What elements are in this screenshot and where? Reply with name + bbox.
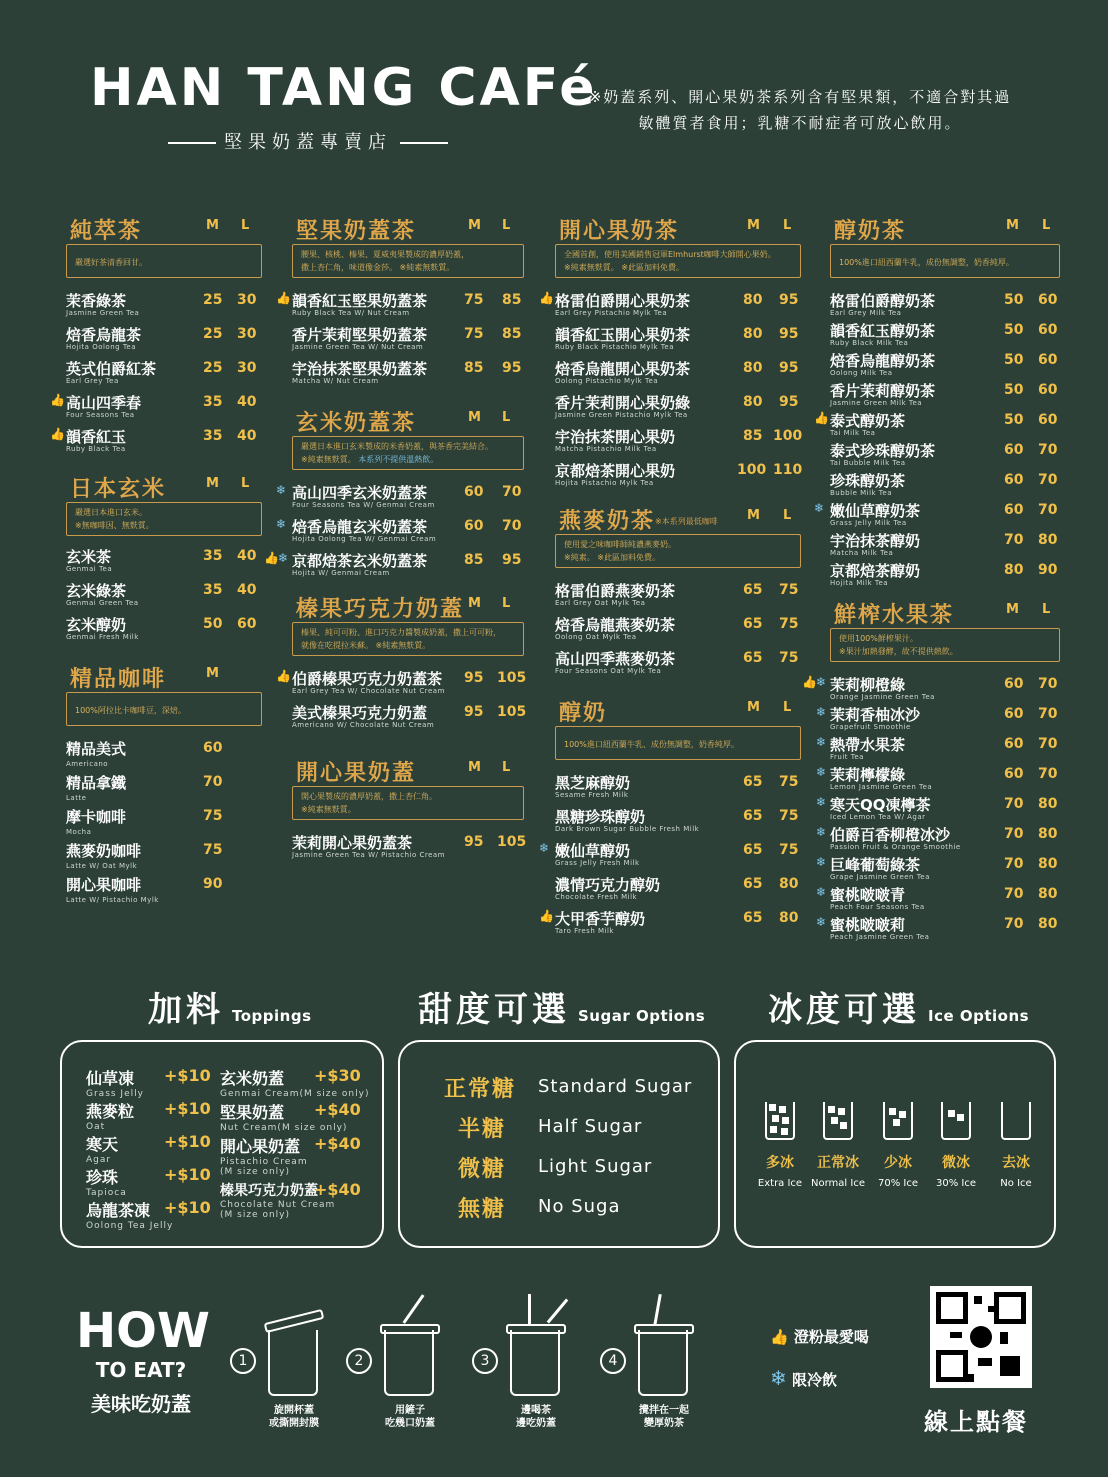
menu-item[interactable]: 黑芝麻醇奶 Sesame Fresh Milk 65 75: [555, 774, 799, 799]
section-desc: 嚴選日本進口玄米。 ※無咖啡因、無麩質。: [66, 502, 262, 536]
menu-item[interactable]: 👍 高山四季春 Four Seasons Tea 35 40: [50, 393, 257, 419]
section-coffee: 精品咖啡 M 100%阿拉比卡咖啡豆，深焙。 精品美式 Americano 60 精品拿鐵 Latte 70 摩卡咖啡 Mocha 75 燕麥奶咖啡 Latte W/ Oat Mylk 75 開心果咖啡 Latte W/ Pistachio Mylk 90: [66, 662, 262, 908]
menu-item[interactable]: 焙香烏龍開心果奶茶 Oolong Pistachio Mylk Tea 80 95: [555, 360, 799, 385]
section-desc: 使用愛之味咖啡師純濃燕麥奶。 ※純素。 ※此區加料免費。: [555, 534, 801, 568]
ice-option[interactable]: 少冰 70% Ice: [870, 1102, 926, 1189]
menu-item[interactable]: 👍 韻香紅玉堅果奶蓋茶 Ruby Black Tea W/ Nut Cream 75 85: [276, 291, 522, 317]
cup-icon: [765, 1102, 795, 1140]
sugar-option[interactable]: 無糖 No Suga: [458, 1196, 621, 1222]
menu-item[interactable]: 濃情巧克力醇奶 Chocolate Fresh Milk 65 80: [555, 876, 799, 901]
sugar-title: 甜度可選 Sugar Options: [418, 990, 706, 1030]
section-title: 榛果巧克力奶蓋: [296, 597, 465, 622]
thumbs-up-icon: 👍: [276, 291, 291, 305]
section-genmai: 日本玄米 M L 嚴選日本進口玄米。 ※無咖啡因、無麩質。 玄米茶 Genmai Tea 35 40 玄米綠茶 Genmai Green Tea 35 40 玄米醇奶 Genmai Fresh Milk 50 60: [66, 472, 262, 648]
section-genmai-cap: 玄米奶蓋茶 M L 嚴選日本進口玄米製成的米香奶蓋，與茶香完美結合。 ※純素無麩質。 本系列不提供溫熱飲。 ❄ 高山四季玄米奶蓋茶 Four Seasons Tea W/ Genmai Cream 60 70 ❄ 焙香烏龍玄米奶蓋茶 Hojita Oolong Tea W/ Genmai Cream 60 70 👍 ❄ 京都焙茶玄米奶蓋茶 Hojita W/ Genmai Cream 85 95: [292, 406, 524, 584]
cup-icon: [638, 1330, 688, 1396]
section-desc: 100%阿拉比卡咖啡豆，深焙。: [66, 692, 262, 726]
how-to-eat-title: HOW TO EAT? 美味吃奶蓋: [76, 1303, 210, 1416]
menu-item[interactable]: 👍 格雷伯爵開心果奶茶 Earl Grey Pistachio Mylk Tea 80 95: [539, 291, 799, 317]
straw-icon: [528, 1294, 531, 1326]
menu-item[interactable]: 玄米綠茶 Genmai Green Tea 35 40: [66, 582, 257, 607]
topping-item[interactable]: 仙草凍 Grass Jelly +$10: [86, 1066, 211, 1099]
section-title: 鮮榨水果茶: [834, 603, 955, 628]
menu-item[interactable]: ❄ 高山四季玄米奶蓋茶 Four Seasons Tea W/ Genmai Cream 60 70: [276, 483, 522, 509]
menu-item[interactable]: 茉莉開心果奶蓋茶 Jasmine Green Tea W/ Pistachio Cream 95 105: [292, 834, 527, 859]
thumbs-up-icon: 👍: [802, 675, 817, 689]
thumbs-up-icon: 👍: [539, 291, 554, 305]
section-milk-tea: 醇奶茶 M L 100%進口紐西蘭牛乳，成份無調整，奶香純厚。 格雷伯爵醇奶茶 Earl Grey Milk Tea 50 60 韻香紅玉醇奶茶 Ruby Black Milk Tea 50 60 焙香烏龍醇奶茶 Oolong Milk Tea 50 60 香片茉莉醇奶茶 Jasmine Green Milk Tea 50 60 👍 泰式醇奶茶 Tai Milk Tea 50 60 泰式珍珠醇奶茶 Tai Bubble Milk Tea 60 70 珍珠醇奶茶 Bubble Milk Tea 60 70 ❄ 嫩仙草醇奶茶 Grass Jelly Milk Tea 60 70 宇治抹茶醇奶 Matcha Milk Tea 70 80 京都焙茶醇奶 Hojita Milk Tea 80 90: [830, 214, 1060, 590]
menu-item[interactable]: 京都焙茶開心果奶 Hojita Pistachio Mylk Tea 100 110: [555, 462, 803, 487]
toppings-box: [60, 1040, 384, 1248]
menu-item[interactable]: 燕麥奶咖啡 Latte W/ Oat Mylk 75: [66, 842, 223, 870]
menu-item[interactable]: 焙香烏龍茶 Hojita Oolong Tea 25 30: [66, 326, 257, 351]
menu-item[interactable]: 香片茉莉醇奶茶 Jasmine Green Milk Tea 50 60: [830, 382, 1058, 407]
section-title: 精品咖啡: [70, 667, 167, 692]
snowflake-icon: ❄: [816, 825, 827, 839]
menu-item[interactable]: 👍 ❄ 京都焙茶玄米奶蓋茶 Hojita W/ Genmai Cream 85 95: [264, 551, 522, 577]
menu-item[interactable]: 精品美式 Americano 60: [66, 740, 223, 768]
menu-item[interactable]: ❄ 寒天QQ凍檸茶 Iced Lemon Tea W/ Agar 70 80: [816, 795, 1058, 821]
snowflake-icon: ❄: [816, 765, 827, 779]
section-desc: 嚴選日本進口玄米製成的米香奶蓋，與茶香完美結合。 ※純素無麩質。 本系列不提供溫熱飲。: [292, 436, 524, 470]
section-title: 玄米奶蓋茶: [296, 411, 417, 436]
menu-item[interactable]: 👍 泰式醇奶茶 Tai Milk Tea 50 60: [814, 411, 1058, 437]
section-title: 開心果奶茶: [559, 219, 680, 244]
thumbs-up-icon: 👍: [539, 909, 554, 923]
menu-item[interactable]: 👍 伯爵榛果巧克力奶蓋茶 Earl Grey Tea W/ Chocolate Nut Cream 95 105: [276, 669, 527, 695]
snowflake-icon: ❄: [278, 551, 289, 565]
section-title: 日本玄米: [70, 477, 167, 502]
sugar-option[interactable]: 微糖 Light Sugar: [458, 1156, 653, 1182]
menu-item[interactable]: 精品拿鐵 Latte 70: [66, 774, 223, 802]
snowflake-icon: ❄: [539, 841, 550, 855]
section-desc: 100%進口紐西蘭牛乳，成份無調整，奶香純厚。: [830, 244, 1060, 278]
ice-option[interactable]: 正常冰 Normal Ice: [810, 1102, 866, 1189]
menu-item[interactable]: 黑糖珍珠醇奶 Dark Brown Sugar Bubble Fresh Milk 65 75: [555, 808, 799, 833]
topping-item[interactable]: 寒天 Agar +$10: [86, 1132, 211, 1165]
menu-item[interactable]: 京都焙茶醇奶 Hojita Milk Tea 80 90: [830, 562, 1058, 587]
legend-cold-only: ❄ 限冷飲: [770, 1366, 838, 1390]
section-pistachio-milk: 開心果奶茶 M L 全國首創，使用美國銷售冠軍Elmhurst咖啡大師開心果奶。 ※純素無麩質。 ※此區加料免費。 👍 格雷伯爵開心果奶茶 Earl Grey Pistachio Mylk Tea 80 95 韻香紅玉開心果奶茶 Ruby Black Pistachio Mylk Tea 80 95 焙香烏龍開心果奶茶 Oolong Pistachio Mylk Tea 80 95 香片茉莉開心果奶綠 Jasmine Green Pistachio Mylk Tea 80 95 宇治抹茶開心果奶 Matcha Pistachio Milk Tea 85 100 京都焙茶開心果奶 Hojita Pistachio Mylk Tea 100 110: [555, 214, 801, 494]
menu-item[interactable]: 開心果咖啡 Latte W/ Pistachio Mylk 90: [66, 876, 223, 904]
cup-icon: [384, 1330, 434, 1396]
snowflake-icon: ❄: [816, 855, 827, 869]
menu-item[interactable]: 美式榛果巧克力奶蓋 Americano W/ Chocolate Nut Cream 95 105: [292, 704, 527, 729]
menu-item[interactable]: 珍珠醇奶茶 Bubble Milk Tea 60 70: [830, 472, 1058, 497]
cup-icon: [510, 1330, 560, 1396]
section-desc: 榛果、純可可粉、進口巧克力醬製成奶蓋，撒上可可粉， 就像在吃提拉米蘇。 ※純素無麩質。: [292, 622, 524, 656]
menu-item[interactable]: 高山四季燕麥奶茶 Four Seasons Oat Mylk Tea 65 75: [555, 650, 799, 675]
menu-item[interactable]: 格雷伯爵燕麥奶茶 Earl Grey Oat Mylk Tea 65 75: [555, 582, 799, 607]
section-title: 純萃茶: [70, 219, 143, 244]
section-desc: 100%進口紐西蘭牛乳、成份無調整，奶香純厚。: [555, 726, 801, 760]
menu-item[interactable]: ❄ 嫩仙草醇奶茶 Grass Jelly Milk Tea 60 70: [814, 501, 1058, 527]
topping-item[interactable]: 堅果奶蓋 Nut Cream(M size only) +$40: [220, 1100, 361, 1133]
snowflake-icon: ❄: [816, 795, 827, 809]
menu-item[interactable]: 香片茉莉開心果奶綠 Jasmine Green Pistachio Mylk Tea 80 95: [555, 394, 799, 419]
thumbs-up-icon: 👍: [50, 427, 65, 441]
cup-icon: [268, 1330, 318, 1396]
thumbs-up-icon: 👍: [276, 669, 291, 683]
online-order-label: 線上點餐: [924, 1408, 1028, 1436]
sugar-box: [398, 1040, 720, 1248]
section-desc: 嚴選好茶清香回甘。: [66, 244, 262, 278]
section-title: 醇奶茶: [834, 219, 907, 244]
section-desc: 開心果製成的濃厚奶蓋，撒上杏仁角。 ※純素無麩質。: [292, 786, 524, 820]
section-oat-milk: 燕麥奶茶 ※本系列最低咖啡 M L 使用愛之味咖啡師純濃燕麥奶。 ※純素。 ※此區加料免費。 格雷伯爵燕麥奶茶 Earl Grey Oat Mylk Tea 65 75 焙香烏龍燕麥奶茶 Oolong Oat Mylk Tea 65 75 高山四季燕麥奶茶 Four Seasons Oat Mylk Tea 65 75: [555, 504, 801, 682]
menu-item[interactable]: ❄ 茉莉香柚冰沙 Grapefruit Smoothie 60 70: [816, 705, 1058, 731]
menu-item[interactable]: 👍 ❄ 茉莉柳橙綠 Orange Jasmine Green Tea 60 70: [802, 675, 1058, 701]
brand-title: HAN TANG CAFé: [90, 58, 598, 118]
section-desc: 使用100%鮮榨果汁。 ※果汁加熱發酵，故不提供熱飲。: [830, 628, 1060, 662]
thumbs-up-icon: 👍: [814, 411, 829, 425]
menu-item[interactable]: ❄ 焙香烏龍玄米奶蓋茶 Hojita Oolong Tea W/ Genmai Cream 60 70: [276, 517, 522, 543]
menu-item[interactable]: 焙香烏龍燕麥奶茶 Oolong Oat Mylk Tea 65 75: [555, 616, 799, 641]
topping-item[interactable]: 玄米奶蓋 Genmai Cream(M size only) +$30: [220, 1066, 370, 1099]
menu-item[interactable]: 👍 韻香紅玉 Ruby Black Tea 35 40: [50, 427, 257, 453]
thumbs-up-icon: 👍: [50, 393, 65, 407]
menu-item[interactable]: 宇治抹茶開心果奶 Matcha Pistachio Milk Tea 85 100: [555, 428, 803, 453]
snowflake-icon: ❄: [814, 501, 825, 515]
snowflake-icon: ❄: [816, 675, 827, 689]
cup-icon: [883, 1102, 913, 1140]
ice-option[interactable]: 去冰 No Ice: [988, 1102, 1044, 1189]
menu-item[interactable]: ❄ 蜜桃啵啵莉 Peach Jasmine Green Tea 70 80: [816, 915, 1058, 941]
spoon-icon: [547, 1299, 569, 1324]
menu-item[interactable]: ❄ 熱帶水果茶 Fruit Tea 60 70: [816, 735, 1058, 761]
menu-item[interactable]: ❄ 蜜桃啵啵青 Peach Four Seasons Tea 70 80: [816, 885, 1058, 911]
section-title: 開心果奶蓋: [296, 761, 417, 786]
ice-box: [734, 1040, 1056, 1248]
thumbs-up-icon: 👍: [264, 551, 279, 565]
menu-item[interactable]: 格雷伯爵醇奶茶 Earl Grey Milk Tea 50 60: [830, 292, 1058, 317]
menu-item[interactable]: 焙香烏龍醇奶茶 Oolong Milk Tea 50 60: [830, 352, 1058, 377]
cup-icon: [823, 1102, 853, 1140]
sugar-option[interactable]: 正常糖 Standard Sugar: [444, 1076, 693, 1102]
section-nut-cap: 堅果奶蓋茶 M L 腰果、核桃、榛果、夏威夷果製成的濃厚奶蓋， 撒上杏仁角，味道像金莎。 ※純素無麩質。 👍 韻香紅玉堅果奶蓋茶 Ruby Black Tea W/ Nut Cream 75 85 香片茉莉堅果奶蓋茶 Jasmine Green Tea W/ Nut Cream 75 85 宇治抹茶堅果奶蓋茶 Matcha W/ Nut Cream 85 95: [292, 214, 524, 392]
menu-item[interactable]: 玄米茶 Genmai Tea 35 40: [66, 548, 257, 573]
topping-item[interactable]: 燕麥粒 Oat +$10: [86, 1099, 211, 1132]
spoon-icon: [403, 1294, 425, 1324]
ice-title: 冰度可選 Ice Options: [768, 990, 1030, 1030]
menu-item[interactable]: 宇治抹茶堅果奶蓋茶 Matcha W/ Nut Cream 85 95: [292, 360, 522, 385]
legend-favorite: 👍 澄粉最愛喝: [770, 1328, 869, 1346]
topping-item[interactable]: 烏龍茶凍 Oolong Tea Jelly +$10: [86, 1198, 211, 1231]
menu-item[interactable]: 玄米醇奶 Genmai Fresh Milk 50 60: [66, 616, 257, 641]
section-title: 堅果奶蓋茶: [296, 219, 417, 244]
snowflake-icon: ❄: [816, 885, 827, 899]
menu-item[interactable]: ❄ 嫩仙草醇奶 Grass Jelly Fresh Milk 65 75: [539, 841, 799, 867]
snowflake-icon: ❄: [276, 483, 287, 497]
topping-item[interactable]: 珍珠 Tapioca +$10: [86, 1165, 211, 1198]
section-title: 燕麥奶茶: [559, 509, 656, 534]
menu-item[interactable]: ❄ 巨峰葡萄綠茶 Grape Jasmine Green Tea 70 80: [816, 855, 1058, 881]
snowflake-icon: ❄: [276, 517, 287, 531]
section-fresh-milk: 醇奶 M L 100%進口紐西蘭牛乳、成份無調整，奶香純厚。 黑芝麻醇奶 Sesame Fresh Milk 65 75 黑糖珍珠醇奶 Dark Brown Sugar Bubble Fresh Milk 65 75 ❄ 嫩仙草醇奶 Grass Jelly Fresh Milk 65 75 濃情巧克力醇奶 Chocolate Fresh Milk 65 80 👍 大甲香芋醇奶 Taro Fresh Milk 65 80: [555, 696, 801, 942]
snowflake-icon: ❄: [816, 735, 827, 749]
qr-code[interactable]: [930, 1286, 1032, 1388]
menu-item[interactable]: 香片茉莉堅果奶蓋茶 Jasmine Green Tea W/ Nut Cream 75 85: [292, 326, 522, 351]
section-pure-tea: 純萃茶 M L 嚴選好茶清香回甘。 茉香綠茶 Jasmine Green Tea 25 30 焙香烏龍茶 Hojita Oolong Tea 25 30 英式伯爵紅茶 Earl Grey Tea 25 30 👍 高山四季春 Four Seasons Tea 35 40 👍 韻香紅玉 Ruby Black Tea 35 40: [66, 214, 262, 460]
cup-icon: [941, 1102, 971, 1140]
straw-icon: [653, 1294, 662, 1326]
topping-item[interactable]: 榛果巧克力奶蓋 Chocolate Nut Cream (M size only) +$40: [220, 1180, 361, 1220]
section-fruit-tea: 鮮榨水果茶 M L 使用100%鮮榨果汁。 ※果汁加熱發酵，故不提供熱飲。 👍 ❄ 茉莉柳橙綠 Orange Jasmine Green Tea 60 70 ❄ 茉莉香柚冰沙 Grapefruit Smoothie 60 70 ❄ 熱帶水果茶 Fruit Tea 60 70 ❄ 茉莉檸檬綠 Lemon Jasmine Green Tea 60 70 ❄ 寒天QQ凍檸茶 Iced Lemon Tea W/ Agar 70 80 ❄ 伯爵百香柳橙冰沙 Passion Fruit & Orange Smoothie 70 80 ❄ 巨峰葡萄綠茶 Grape Jasmine Green Tea 70 80 ❄ 蜜桃啵啵青 Peach Four Seasons Tea 70 80 ❄ 蜜桃啵啵莉 Peach Jasmine Green Tea 70 80: [830, 598, 1060, 944]
section-title: 醇奶: [559, 701, 608, 726]
brand-tagline: 堅果奶蓋專賣店: [160, 128, 456, 154]
thumbs-up-icon: 👍: [770, 1328, 789, 1346]
allergy-notice: ※奶蓋系列、開心果奶茶系列含有堅果類，不適合對其過 敏體質者食用；乳糖不耐症者可放心飲用。: [588, 88, 1012, 132]
menu-item[interactable]: 泰式珍珠醇奶茶 Tai Bubble Milk Tea 60 70: [830, 442, 1058, 467]
menu-item[interactable]: 茉香綠茶 Jasmine Green Tea 25 30: [66, 292, 257, 317]
menu-item[interactable]: ❄ 茉莉檸檬綠 Lemon Jasmine Green Tea 60 70: [816, 765, 1058, 791]
snowflake-icon: ❄: [816, 915, 827, 929]
topping-item[interactable]: 開心果奶蓋 Pistachio Cream (M size only) +$40: [220, 1134, 361, 1177]
menu-item[interactable]: 宇治抹茶醇奶 Matcha Milk Tea 70 80: [830, 532, 1058, 557]
snowflake-icon: ❄: [770, 1366, 787, 1390]
menu-item[interactable]: ❄ 伯爵百香柳橙冰沙 Passion Fruit & Orange Smoothie 70 80: [816, 825, 1058, 851]
menu-item[interactable]: 韻香紅玉開心果奶茶 Ruby Black Pistachio Mylk Tea 80 95: [555, 326, 799, 351]
section-pist-cap: 開心果奶蓋 M L 開心果製成的濃厚奶蓋，撒上杏仁角。 ※純素無麩質。 茉莉開心果奶蓋茶 Jasmine Green Tea W/ Pistachio Cream 95 105: [292, 756, 524, 866]
sugar-option[interactable]: 半糖 Half Sugar: [458, 1116, 643, 1142]
menu-item[interactable]: 👍 大甲香芋醇奶 Taro Fresh Milk 65 80: [539, 909, 799, 935]
ice-option[interactable]: 多冰 Extra Ice: [752, 1102, 808, 1189]
ice-option[interactable]: 微冰 30% Ice: [928, 1102, 984, 1189]
section-hazel-cap: 榛果巧克力奶蓋 M L 榛果、純可可粉、進口巧克力醬製成奶蓋，撒上可可粉， 就像在吃提拉米蘇。 ※純素無麩質。 👍 伯爵榛果巧克力奶蓋茶 Earl Grey Tea W/ Chocolate Nut Cream 95 105 美式榛果巧克力奶蓋 Americano W/ Chocolate Nut Cream 95 105: [292, 592, 524, 736]
menu-item[interactable]: 韻香紅玉醇奶茶 Ruby Black Milk Tea 50 60: [830, 322, 1058, 347]
cup-icon: [1001, 1102, 1031, 1140]
section-desc: 全國首創，使用美國銷售冠軍Elmhurst咖啡大師開心果奶。 ※純素無麩質。 ※此區加料免費。: [555, 244, 801, 278]
snowflake-icon: ❄: [816, 705, 827, 719]
toppings-title: 加料 Toppings: [148, 990, 312, 1030]
menu-item[interactable]: 摩卡咖啡 Mocha 75: [66, 808, 223, 836]
menu-item[interactable]: 英式伯爵紅茶 Earl Grey Tea 25 30: [66, 360, 257, 385]
section-desc: 腰果、核桃、榛果、夏威夷果製成的濃厚奶蓋， 撒上杏仁角，味道像金莎。 ※純素無麩質。: [292, 244, 524, 278]
